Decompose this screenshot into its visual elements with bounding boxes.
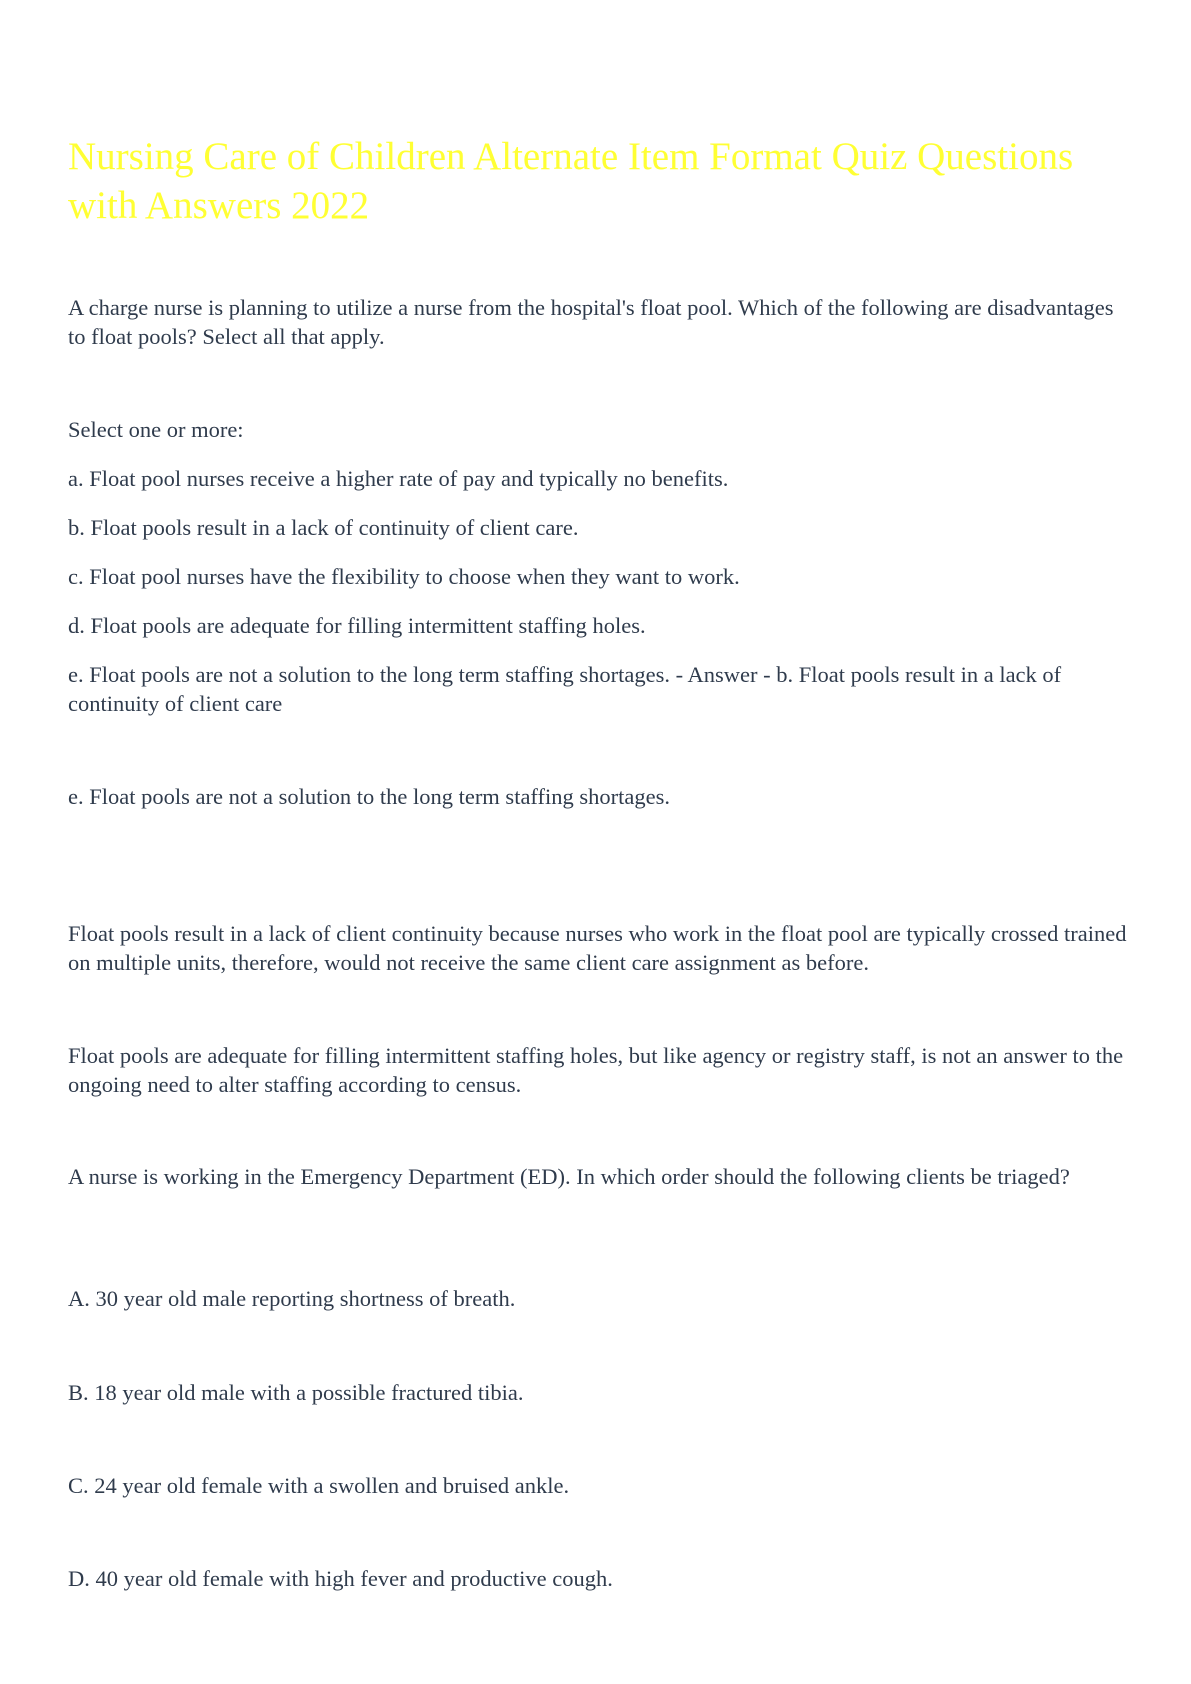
- question-2-stem: A nurse is working in the Emergency Department (ED). In which order should the following clients be triaged?: [68, 1164, 1070, 1189]
- option-c: c. Float pool nurses have the flexibility to choose when they want to work.: [68, 564, 740, 589]
- option-e-with-answer: e. Float pools are not a solution to the long term staffing shortages. - Answer - b. Float pools result in a lack of continuity of client care: [68, 662, 1062, 716]
- client-a: A. 30 year old male reporting shortness of breath.: [68, 1286, 516, 1311]
- option-b: b. Float pools result in a lack of continuity of client care.: [68, 515, 579, 540]
- client-b: B. 18 year old male with a possible fractured tibia.: [68, 1380, 524, 1405]
- select-instruction: Select one or more:: [68, 417, 244, 442]
- rationale-1: Float pools result in a lack of client continuity because nurses who work in the float pool are typically crossed trained on multiple units, therefore, would not receive the same client care assignment as before.: [68, 921, 1127, 975]
- option-a: a. Float pool nurses receive a higher rate of pay and typically no benefits.: [68, 466, 729, 491]
- document-title: Nursing Care of Children Alternate Item Format Quiz Questions with Answers 2022: [68, 135, 1074, 227]
- client-c: C. 24 year old female with a swollen and bruised ankle.: [68, 1473, 570, 1498]
- question-1-stem: A charge nurse is planning to utilize a nurse from the hospital's float pool. Which of the following are disadvantages to float pools? Select all that apply.: [68, 295, 1114, 349]
- client-d: D. 40 year old female with high fever and productive cough.: [68, 1566, 613, 1591]
- rationale-2: Float pools are adequate for filling intermittent staffing holes, but like agency or registry staff, is not an answer to the ongoing need to alter staffing according to census.: [68, 1043, 1124, 1097]
- option-d: d. Float pools are adequate for filling intermittent staffing holes.: [68, 613, 646, 638]
- answer-e: e. Float pools are not a solution to the long term staffing shortages.: [68, 784, 670, 809]
